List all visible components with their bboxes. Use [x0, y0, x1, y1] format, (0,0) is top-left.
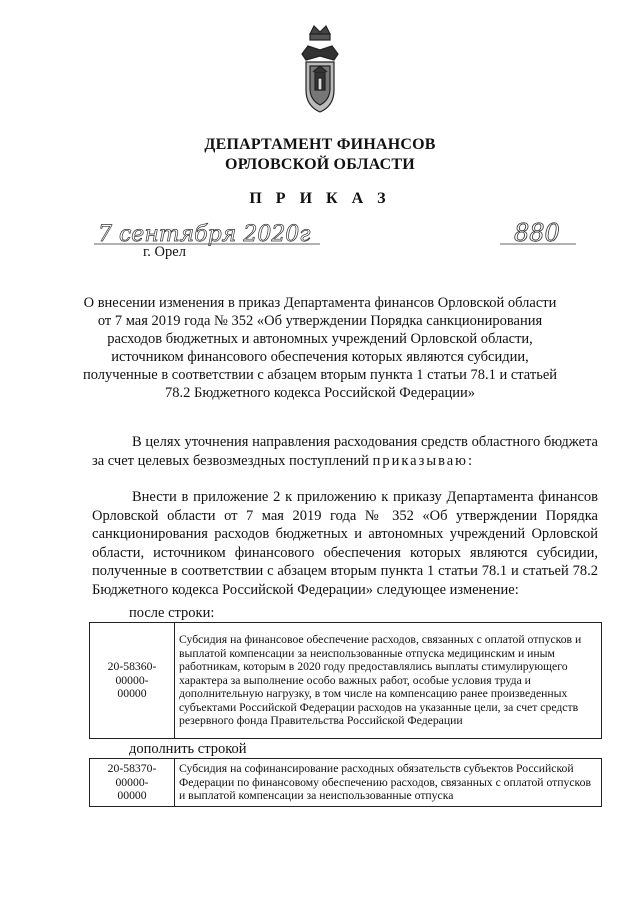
subject-line: полученные в соответствии с абзацем вторым пункта 1 статьи 78.1 и статьей — [82, 367, 558, 383]
after-row-label: после строки: — [129, 605, 215, 621]
new-row-table — [89, 758, 602, 807]
add-row-label: дополнить строкой — [129, 741, 247, 757]
row-description: Субсидия на софинансирование расходных обязательств субъектов Российской Федерации по финансовому обеспечению расходов, связанных с оплатой отпусков и выплатой компенсации за неиспользованные отпуска — [175, 759, 602, 807]
code-part: 00000- — [115, 775, 149, 789]
department-name-line2: ОРЛОВСКОЙ ОБЛАСТИ — [225, 156, 415, 173]
code-part: 20-58360- — [107, 660, 157, 674]
preamble-paragraph — [92, 433, 598, 470]
order-subject — [60, 294, 580, 402]
row-description: Субсидия на финансовое обеспечение расходов, связанных с оплатой отпусков и выплатой компенсации за неиспользованные отпуска медицинским и иным работникам, которым в 2020 году предоставлялись выплаты стимулирующего характера за выполнение особо важных работ, особые условия труда и дополнительную нагрузку, в том числе на компенсацию ранее произведенных субъектами Российской Федерации расходов на указанные цели, за счет средств резервного фонда Правительства Российской Федерации — [175, 623, 602, 739]
coat-of-arms-emblem — [296, 20, 344, 120]
subject-line: источником финансового обеспечения которых являются субсидии, — [111, 349, 529, 365]
preamble-text: В целях уточнения направления расходования средств областного бюджета за счет целевых безвозмездных поступлений — [92, 434, 598, 469]
table-row — [90, 759, 602, 807]
row-code — [90, 759, 175, 807]
code-part: 00000 — [117, 687, 147, 701]
order-number-field — [498, 214, 578, 254]
subject-line: 78.2 Бюджетного кодекса Российской Федерации» — [165, 385, 475, 401]
order-title: П Р И К А З — [249, 190, 391, 207]
existing-row-table — [89, 622, 602, 739]
main-paragraph: Внести в приложение 2 к приложению к приказу Департамента финансов Орловской области от 7 мая 2019 года № 352 «Об утверждении Порядка санкционирования расходов бюджетных и автономных учреждений Орловской области, источником финансового обеспечения которых являются субсидии, полученные в соответствии с абзацем вторым пункта 1 статьи 78.1 и статьей 78.2 Бюджетного кодекса Российской Федерации» следующее изменение: — [92, 489, 598, 598]
preamble-end: : — [468, 452, 473, 469]
code-part: 00000 — [117, 789, 147, 803]
code-part: 00000- — [115, 673, 149, 687]
handwritten-order-number: 880 — [514, 219, 560, 247]
table-row — [90, 623, 602, 739]
subject-line: расходов бюджетных и автономных учреждений Орловской области, — [107, 331, 533, 347]
order-word: приказываю — [372, 452, 468, 469]
code-part: 20-58370- — [107, 762, 157, 776]
subject-line: от 7 мая 2019 года № 352 «Об утверждении Порядка санкционирования — [97, 313, 543, 329]
handwritten-date: 7 сентября 2020г — [98, 222, 311, 247]
subject-line: О внесении изменения в приказ Департамента финансов Орловской области — [83, 295, 557, 311]
row-code — [90, 623, 175, 739]
city: г. Орел — [143, 244, 186, 260]
department-name-line1: ДЕПАРТАМЕНТ ФИНАНСОВ — [204, 136, 436, 153]
date-field — [92, 214, 322, 254]
